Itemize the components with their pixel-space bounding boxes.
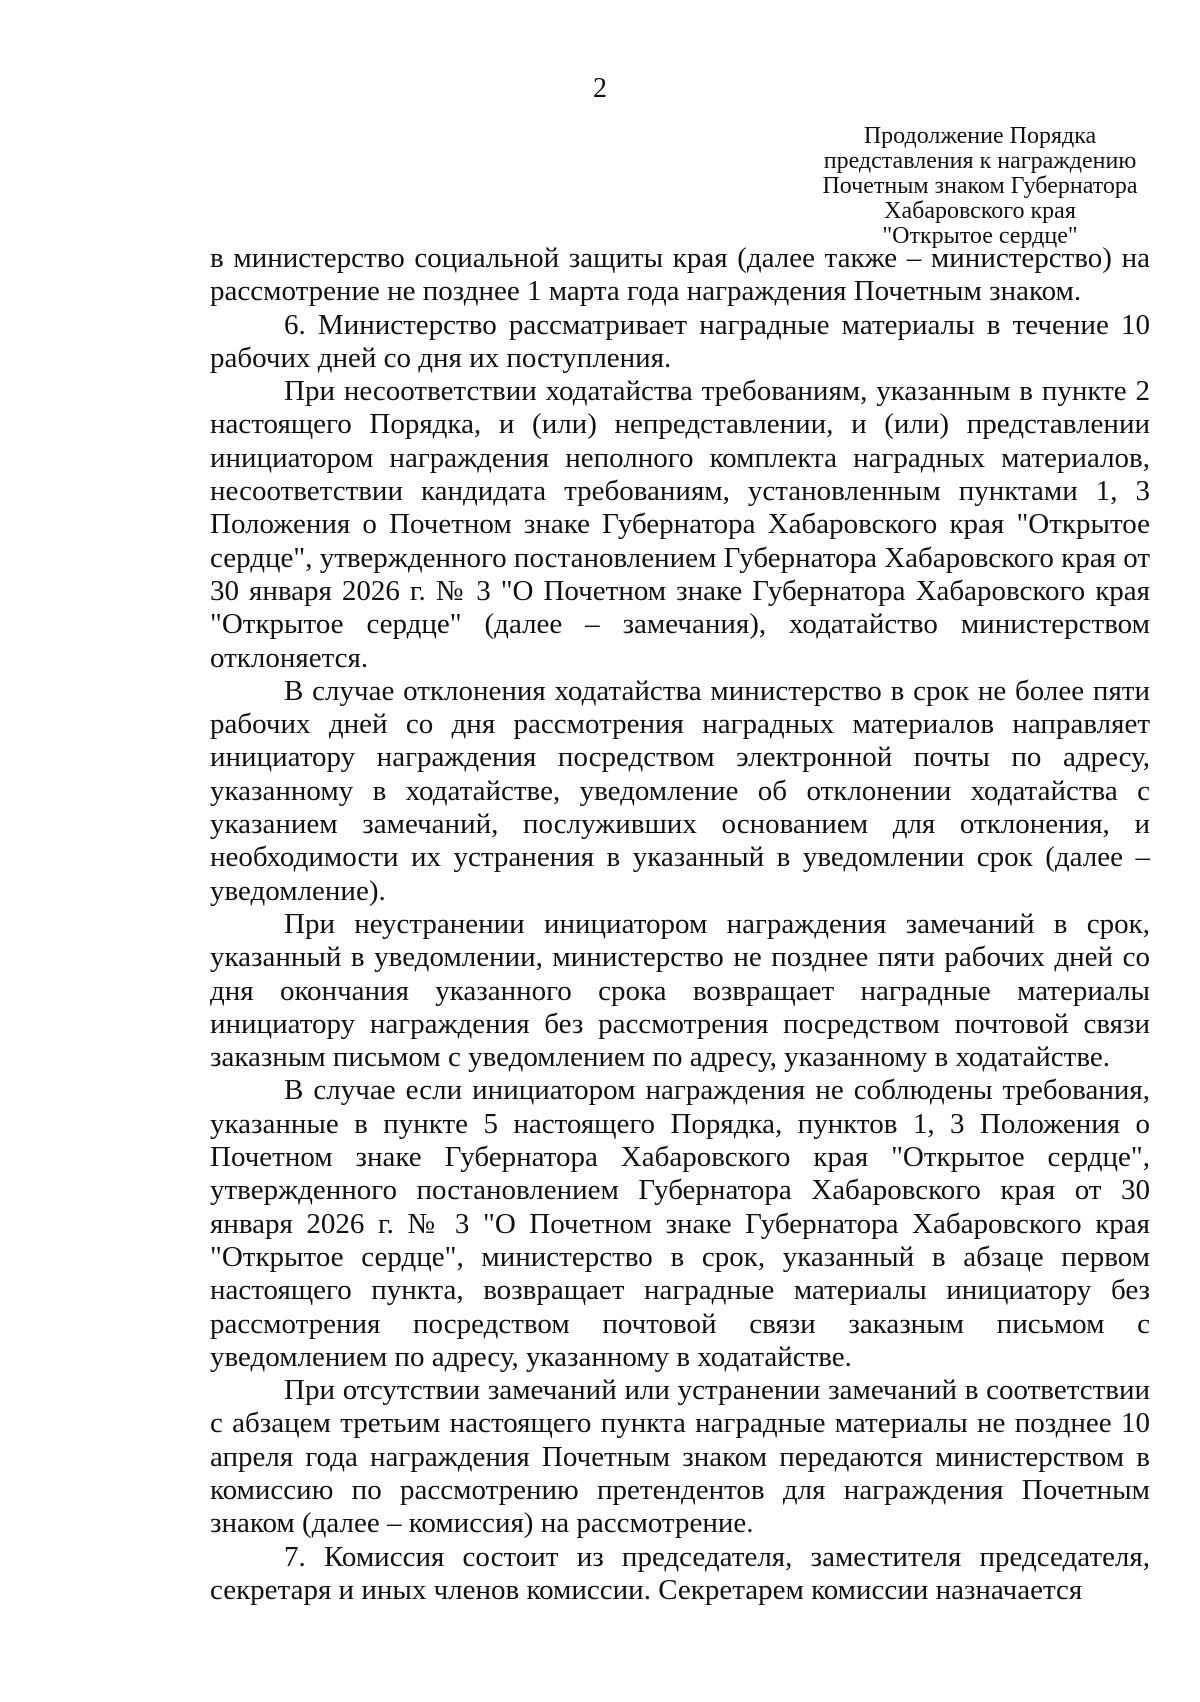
- paragraph: При несоответствии ходатайства требованиям, указанным в пункте 2 настоящего Порядка, и (или) непредставлении, и (или) представлении инициатором награждения неполного комплекта наградных материалов, несоответствии кандидата требованиям, установленным пунктами 1, 3 Положения о Почетном знаке Губернатора Хабаровского края "Открытое сердце", утвержденного постановлением Губернатора Хабаровского края от 30 января 2026 г. № 3 "О Почетном знаке Губернатора Хабаровского края "Открытое сердце" (далее – замечания), ходатайство министерством отклоняется.: [210, 375, 1150, 674]
- header-note-line: Продолжение Порядка: [863, 123, 1097, 149]
- header-note-line: представления к награждению: [823, 148, 1137, 174]
- paragraph: При неустранении инициатором награждения замечаний в срок, указанный в уведомлении, министерство не позднее пяти рабочих дней со дня окончания указанного срока возвращает наградные материалы инициатору награждения без рассмотрения посредством почтовой связи заказным письмом с уведомлением по адресу, указанному в ходатайстве.: [210, 907, 1150, 1074]
- page-number: 2: [593, 73, 607, 104]
- paragraph: В случае отклонения ходатайства министерство в срок не более пяти рабочих дней со дня рассмотрения наградных материалов направляет инициатору награждения посредством электронной почты по адресу, указанному в ходатайстве, уведомление об отклонении ходатайства с указанием замечаний, послуживших основанием для отклонения, и необходимости их устранения в указанный в уведомлении срок (далее – уведомление).: [210, 674, 1150, 907]
- paragraph: При отсутствии замечаний или устранении замечаний в соответствии с абзацем третьим настоящего пункта наградные материалы не позднее 10 апреля года награждения Почетным знаком передаются министерством в комиссию по рассмотрению претендентов для награждения Почетным знаком (далее – комиссия) на рассмотрение.: [210, 1374, 1150, 1540]
- paragraph-item-7: 7. Комиссия состоит из председателя, заместителя председателя, секретаря и иных членов комиссии. Секретарем комиссии назначается: [210, 1540, 1150, 1606]
- header-note-line: Почетным знаком Губернатора: [822, 173, 1138, 199]
- paragraph-continuation: в министерство социальной защиты края (далее также – министерство) на рассмотрение не позднее 1 марта года награждения Почетным знаком.: [210, 242, 1150, 308]
- document-body: [210, 242, 1150, 1607]
- paragraph: В случае если инициатором награждения не соблюдены требования, указанные в пункте 5 настоящего Порядка, пунктов 1, 3 Положения о Почетном знаке Губернатора Хабаровского края "Открытое сердце", утвержденного постановлением Губернатора Хабаровского края от 30 января 2026 г. № 3 "О Почетном знаке Губернатора Хабаровского края "Открытое сердце", министерство в срок, указанный в абзаце первом настоящего пункта, возвращает наградные материалы инициатору без рассмотрения посредством почтовой связи заказным письмом с уведомлением по адресу, указанному в ходатайстве.: [210, 1074, 1150, 1373]
- header-note-line: Хабаровского края: [884, 198, 1076, 224]
- header-note-line: "Открытое сердце": [882, 223, 1078, 249]
- paragraph-item-6: 6. Министерство рассматривает наградные материалы в течение 10 рабочих дней со дня их поступления.: [210, 308, 1150, 374]
- header-note: [810, 124, 1150, 249]
